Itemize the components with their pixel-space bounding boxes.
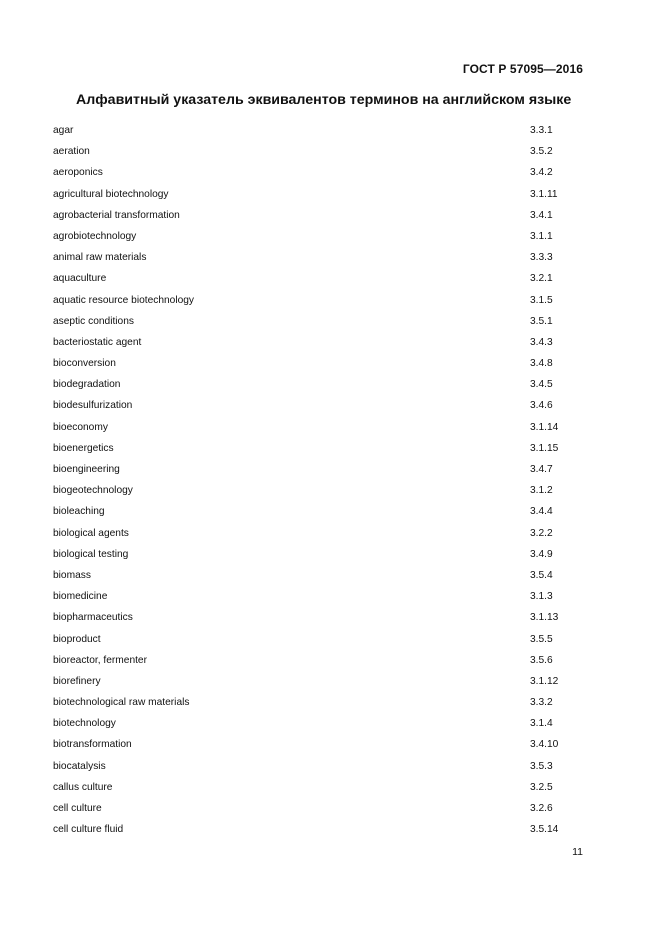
entry-reference: 3.1.5 [530, 294, 553, 306]
entry-term: biological agents [53, 527, 129, 539]
entry-term: biotechnology [53, 718, 116, 730]
entry-reference: 3.1.11 [530, 188, 558, 200]
index-entry [53, 798, 573, 819]
entry-reference: 3.3.3 [530, 252, 553, 264]
entry-reference: 3.4.6 [530, 400, 553, 412]
entry-reference: 3.4.2 [530, 167, 553, 179]
entry-term: biorefinery [53, 675, 101, 687]
entry-reference: 3.2.5 [530, 781, 553, 793]
index-entry [53, 162, 573, 183]
entry-reference: 3.4.10 [530, 739, 559, 751]
index-entry [53, 650, 573, 671]
index-entry [53, 756, 573, 777]
index-entry [53, 374, 573, 395]
entry-term: agrobiotechnology [53, 230, 137, 242]
index-entry [53, 184, 573, 205]
document-code: ГОСТ Р 57095—2016 [462, 62, 583, 76]
entry-term: biopharmaceutics [53, 612, 133, 624]
entry-term: bioengineering [53, 464, 120, 475]
entry-reference: 3.5.2 [530, 146, 553, 158]
index-entry [53, 734, 573, 755]
entry-term: biomedicine [53, 591, 108, 603]
entry-term: aquatic resource biotechnology [53, 294, 195, 306]
entry-reference: 3.3.2 [530, 697, 553, 709]
entry-term: bioeconomy [53, 421, 108, 433]
index-entry [53, 565, 573, 586]
index-entry [53, 523, 573, 544]
entry-reference: 3.4.3 [530, 336, 553, 348]
entry-term: agar [53, 125, 74, 136]
index-entry [53, 629, 573, 650]
index-entry [53, 438, 573, 459]
entry-reference: 3.5.4 [530, 569, 553, 581]
entry-term: agrobacterial transformation [53, 209, 180, 221]
entry-term: aquaculture [53, 273, 107, 285]
entry-term: cell culture fluid [53, 824, 124, 836]
entry-reference: 3.1.13 [530, 612, 559, 624]
entry-term: aseptic conditions [53, 315, 134, 327]
entry-term: biocatalysis [53, 760, 106, 772]
entry-term: biotechnological raw materials [53, 697, 190, 709]
entry-reference: 3.1.15 [530, 442, 559, 454]
entry-reference: 3.5.3 [530, 760, 553, 772]
entry-term: aeration [53, 146, 90, 158]
entry-term: biological testing [53, 548, 129, 560]
entry-reference: 3.4.8 [530, 358, 553, 370]
entry-term: biogeotechnology [53, 485, 133, 497]
entry-reference: 3.5.6 [530, 654, 553, 666]
entry-term: animal raw materials [53, 252, 147, 264]
page-number: 11 [572, 846, 583, 858]
entry-term: biotransformation [53, 739, 132, 751]
index-entry [53, 586, 573, 607]
entry-reference: 3.1.3 [530, 591, 553, 603]
entry-term: bioconversion [53, 358, 116, 370]
entry-reference: 3.4.1 [530, 209, 553, 221]
entry-term: biomass [53, 569, 91, 581]
entry-reference: 3.5.1 [530, 315, 553, 327]
entry-reference: 3.4.9 [530, 548, 553, 560]
entry-term: biodegradation [53, 379, 121, 391]
index-entry [53, 480, 573, 501]
entry-reference: 3.4.7 [530, 464, 553, 475]
entry-term: aeroponics [53, 167, 103, 179]
index-entry [53, 290, 573, 311]
entry-reference: 3.1.1 [530, 230, 553, 242]
index-entry [53, 311, 573, 332]
entry-reference: 3.1.4 [530, 718, 553, 730]
entry-term: bioleaching [53, 506, 105, 518]
entry-reference: 3.2.1 [530, 273, 553, 285]
index-entry [53, 417, 573, 438]
index-entry [53, 247, 573, 268]
index-entry [53, 141, 573, 162]
entry-reference: 3.3.1 [530, 125, 553, 136]
index-entry [53, 777, 573, 798]
index-entry [53, 226, 573, 247]
index-entry [53, 819, 573, 840]
entry-term: callus culture [53, 781, 113, 793]
index-entry [53, 607, 573, 628]
entry-reference: 3.2.6 [530, 803, 553, 814]
index-entry [53, 713, 573, 734]
term-index-list [53, 120, 573, 840]
entry-reference: 3.1.14 [530, 421, 559, 433]
entry-term: cell culture [53, 803, 102, 814]
index-entry [53, 205, 573, 226]
entry-term: bioenergetics [53, 442, 114, 454]
entry-reference: 3.5.14 [530, 824, 559, 836]
index-entry [53, 501, 573, 522]
entry-reference: 3.4.5 [530, 379, 553, 391]
entry-term: bacteriostatic agent [53, 336, 142, 348]
index-entry [53, 353, 573, 374]
entry-term: biodesulfurization [53, 400, 133, 412]
index-entry [53, 544, 573, 565]
index-entry [53, 120, 573, 141]
entry-reference: 3.2.2 [530, 527, 553, 539]
entry-term: bioproduct [53, 633, 101, 645]
entry-reference: 3.5.5 [530, 633, 553, 645]
entry-term: agricultural biotechnology [53, 188, 169, 200]
entry-reference: 3.4.4 [530, 506, 553, 518]
index-entry [53, 268, 573, 289]
entry-reference: 3.1.12 [530, 675, 559, 687]
index-entry [53, 692, 573, 713]
index-entry [53, 459, 573, 480]
index-entry [53, 332, 573, 353]
index-entry [53, 395, 573, 416]
entry-reference: 3.1.2 [530, 485, 553, 497]
index-title: Алфавитный указатель эквивалентов терминов на английском языке [76, 92, 572, 108]
index-entry [53, 671, 573, 692]
entry-term: bioreactor, fermenter [53, 654, 147, 666]
